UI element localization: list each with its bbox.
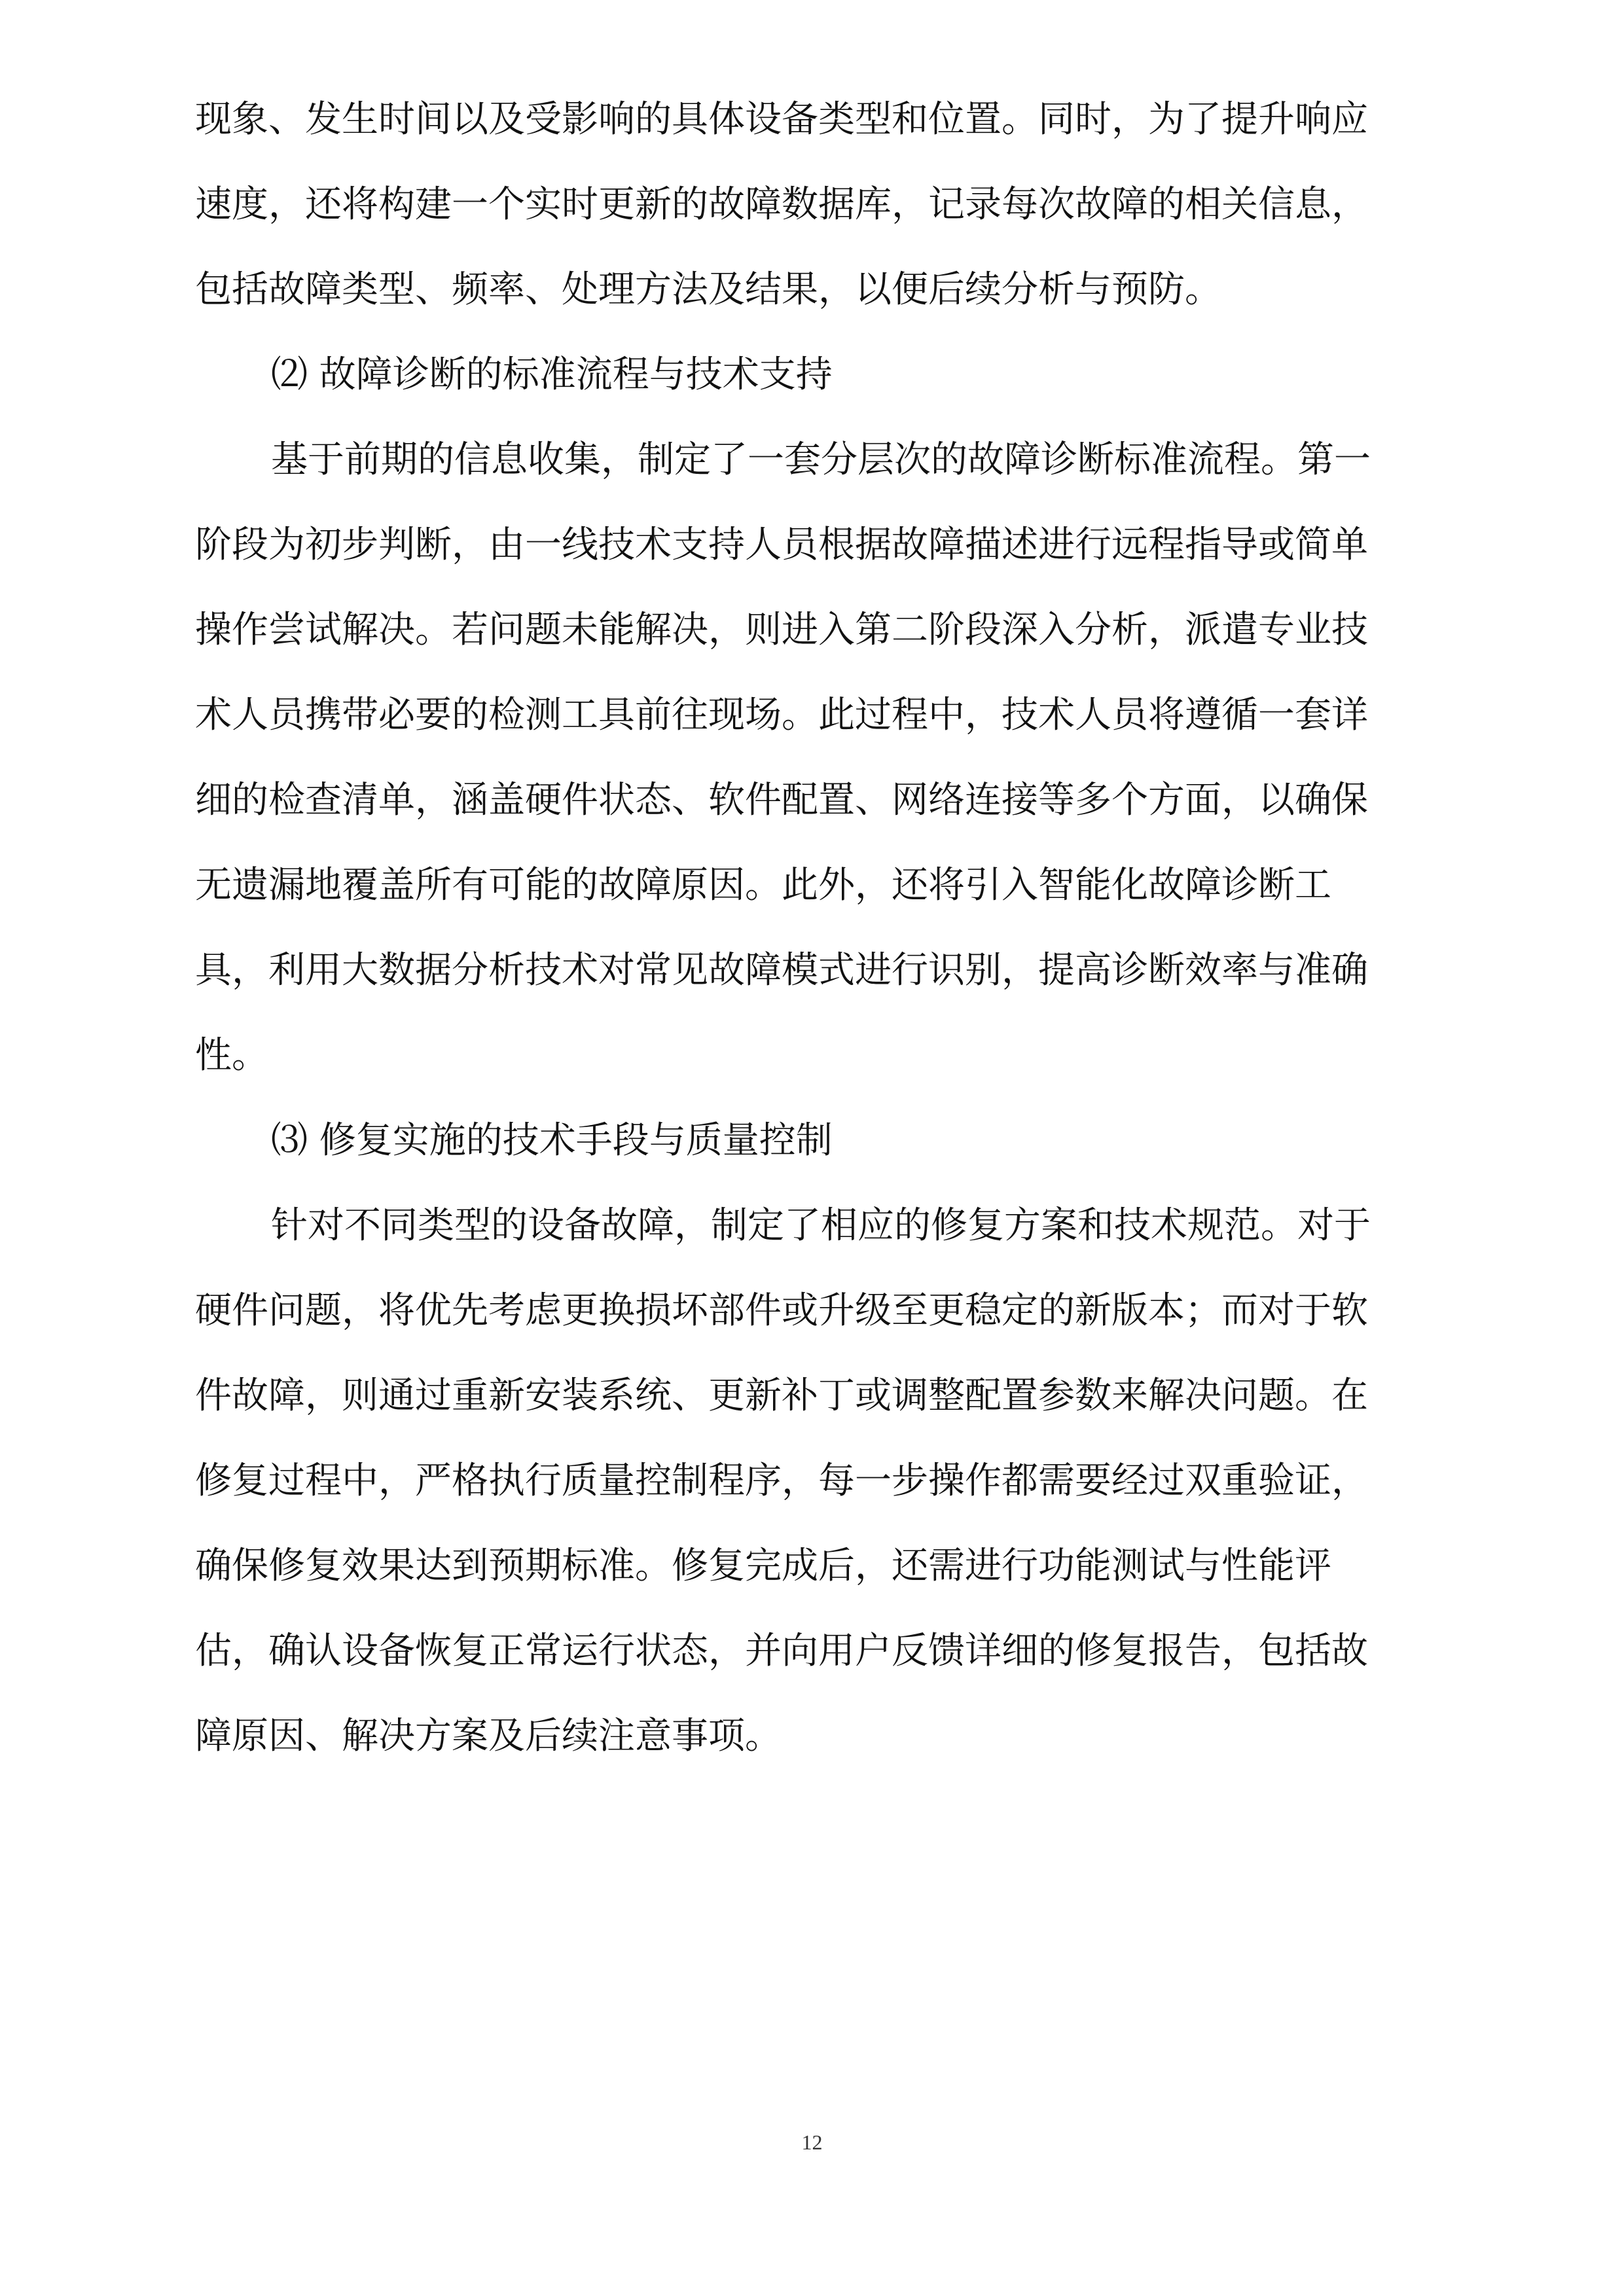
text-line: 性。 [195,1034,268,1077]
text-line: 障原因、解决方案及后续注意事项。 [195,1715,782,1757]
section-2 [195,332,1426,1098]
text-line: 包括故障类型、频率、处理方法及结果，以便后续分析与预防。 [195,268,1221,311]
document-page [195,77,1426,1779]
page-number: 12 [801,2130,823,2154]
text-line: 件故障，则通过重新安装系统、更新补丁或调整配置参数来解决问题。在 [195,1374,1368,1417]
text-line: 估，确认设备恢复正常运行状态，并向用户反馈详细的修复报告，包括故 [195,1630,1368,1672]
section-3 [195,1098,1426,1779]
text-line: 针对不同类型的设备故障，制定了相应的修复方案和技术规范。对于 [271,1204,1371,1247]
section-heading: ⑶ 修复实施的技术手段与质量控制 [271,1119,833,1162]
text-line: 现象、发生时间以及受影响的具体设备类型和位置。同时，为了提升响应 [195,98,1368,141]
text-line: 具，利用大数据分析技术对常见故障模式进行识别，提高诊断效率与准确 [195,949,1368,992]
text-line: 无遗漏地覆盖所有可能的故障原因。此外，还将引入智能化故障诊断工 [195,864,1331,906]
text-line: 术人员携带必要的检测工具前往现场。此过程中，技术人员将遵循一套详 [195,694,1368,736]
text-line: 基于前期的信息收集，制定了一套分层次的故障诊断标准流程。第一 [271,439,1371,481]
text-line: 硬件问题，将优先考虑更换损坏部件或升级至更稳定的新版本；而对于软 [195,1289,1368,1332]
text-line: 操作尝试解决。若问题未能解决，则进入第二阶段深入分析，派遣专业技 [195,609,1368,651]
text-line: 速度，还将构建一个实时更新的故障数据库，记录每次故障的相关信息， [195,183,1368,226]
text-line: 修复过程中，严格执行质量控制程序，每一步操作都需要经过双重验证， [195,1460,1368,1502]
text-line: 确保修复效果达到预期标准。修复完成后，还需进行功能测试与性能评 [195,1545,1331,1587]
section-heading: ⑵ 故障诊断的标准流程与技术支持 [271,353,833,396]
text-line: 细的检查清单，涵盖硬件状态、软件配置、网络连接等多个方面，以确保 [195,779,1368,821]
text-line: 阶段为初步判断，由一线技术支持人员根据故障描述进行远程指导或简单 [195,524,1368,566]
paragraph-intro [195,77,1426,332]
